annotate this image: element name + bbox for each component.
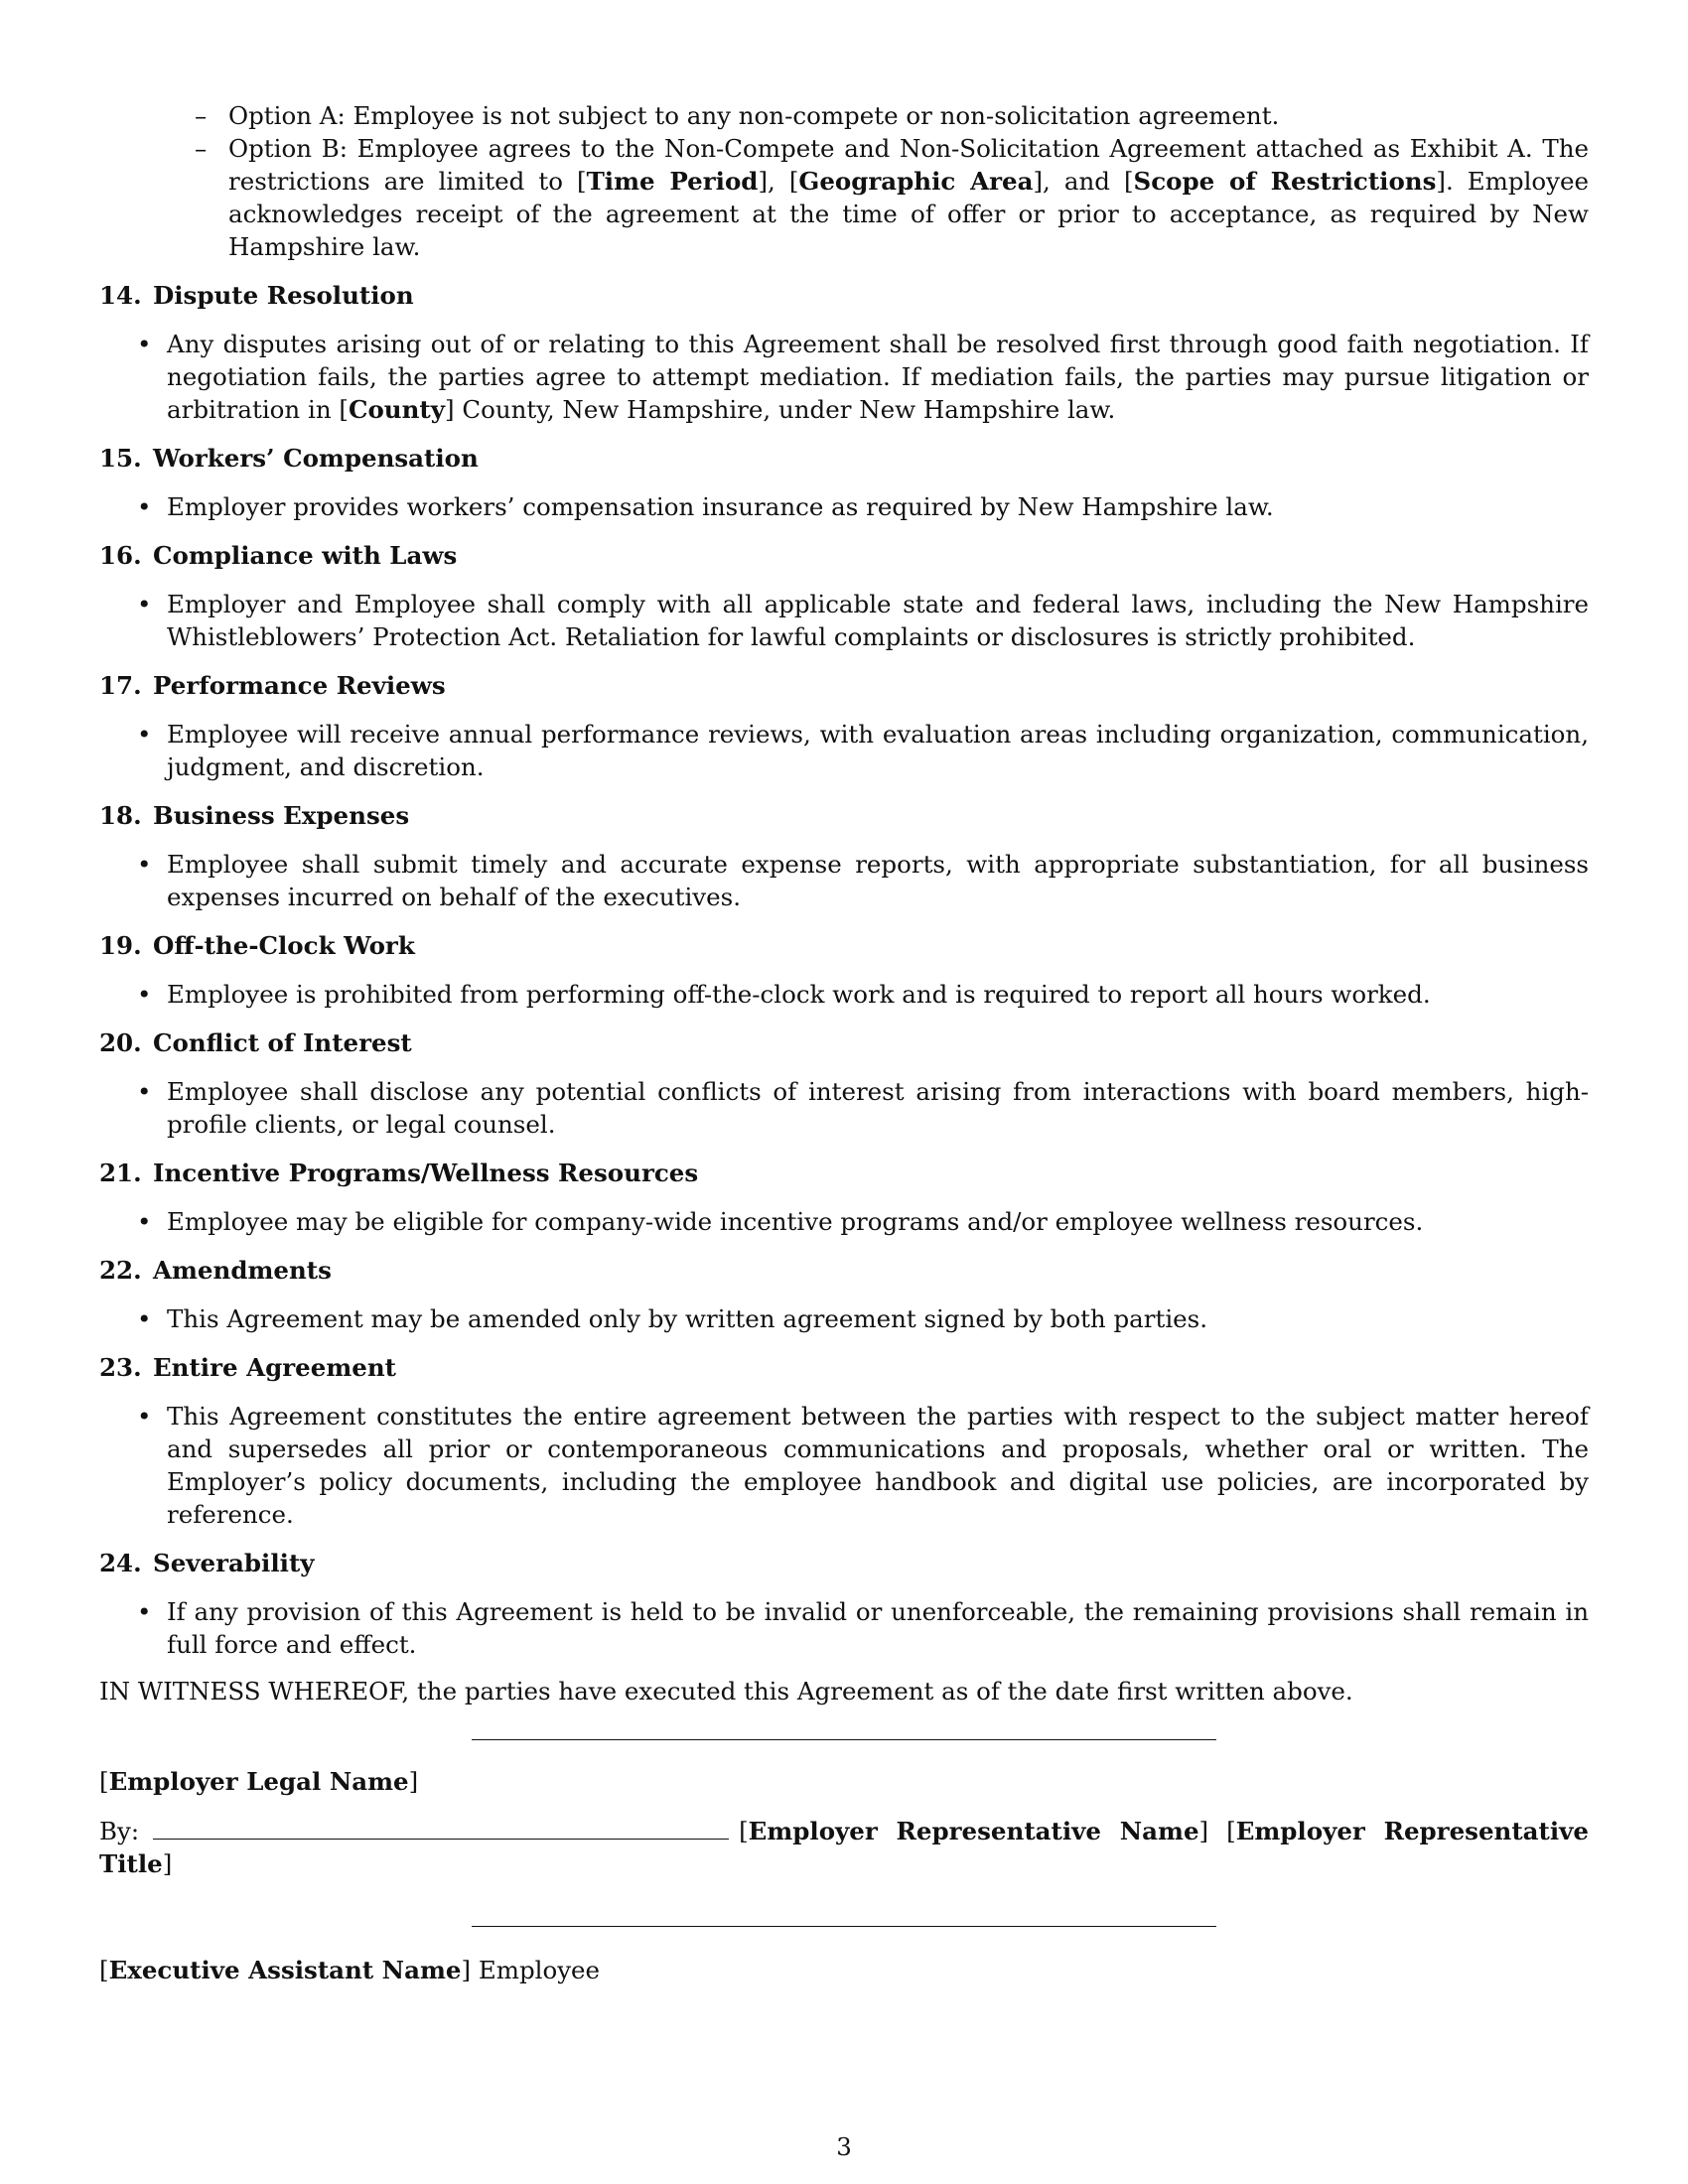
placeholder-rep-name: Employer Representative Name bbox=[748, 1817, 1199, 1845]
bullet-text: Any disputes arising out of or relating to this Agreement shall be resolved first through good faith negotiation. If negotiation fails, the parties agree to attempt mediation. If mediation fails, the parties may pursue litigation or arbitration in [ bbox=[167, 330, 1589, 424]
bullet-marker: • bbox=[137, 1597, 152, 1626]
employee-label: Employee bbox=[478, 1956, 601, 1984]
bullet-text: Employee is prohibited from performing off-the-clock work and is required to report all hours worked. bbox=[167, 980, 1431, 1009]
section-number: 22. bbox=[99, 1256, 142, 1285]
bullet-marker: • bbox=[137, 1402, 152, 1431]
bracket: [ bbox=[739, 1817, 749, 1845]
placeholder-assistant-name: Executive Assistant Name bbox=[108, 1956, 462, 1984]
bullet-text: Employer provides workers’ compensation insurance as required by New Hampshire law. bbox=[167, 492, 1274, 521]
bullet-text: Employee shall disclose any potential conflicts of interest arising from interactions with board members, high-profile clients, or legal counsel. bbox=[167, 1077, 1589, 1139]
bracket: ] bbox=[461, 1956, 472, 1984]
bullet-marker: • bbox=[137, 1077, 152, 1106]
section-heading-16 bbox=[99, 539, 1589, 572]
bullet-marker: • bbox=[137, 492, 152, 521]
bullet-text: This Agreement may be amended only by written agreement signed by both parties. bbox=[167, 1304, 1208, 1333]
section-bullet-17 bbox=[99, 718, 1589, 783]
option-b-text: ], [ bbox=[758, 167, 799, 196]
bracket: [ bbox=[99, 1956, 109, 1984]
section-number: 17. bbox=[99, 671, 142, 700]
placeholder-employer-legal-name: Employer Legal Name bbox=[108, 1767, 409, 1796]
bracket: [ bbox=[1226, 1817, 1236, 1845]
bullet-marker: • bbox=[137, 1207, 152, 1236]
section-title: Severability bbox=[153, 1549, 315, 1577]
page-number: 3 bbox=[836, 2132, 852, 2161]
section-bullet-20 bbox=[99, 1075, 1589, 1141]
placeholder-geographic-area: Geographic Area bbox=[798, 167, 1034, 196]
bracket: ] bbox=[162, 1849, 173, 1878]
section-bullet-23 bbox=[99, 1400, 1589, 1531]
section-number: 16. bbox=[99, 541, 142, 570]
employee-name-line bbox=[99, 1954, 600, 1986]
bracket: ] bbox=[1198, 1817, 1209, 1845]
bullet-marker: • bbox=[137, 850, 152, 879]
section-number: 15. bbox=[99, 444, 142, 473]
bullet-text: Employer and Employee shall comply with all applicable state and federal laws, including the New Hampshire Whistleblowers’ Protection Act. Retaliation for lawful complaints or disclosures is strictly prohibited. bbox=[167, 590, 1589, 651]
bullet-marker: • bbox=[137, 590, 152, 618]
section-heading-23 bbox=[99, 1351, 1589, 1384]
bracket: [ bbox=[99, 1767, 109, 1796]
section-title: Business Expenses bbox=[153, 801, 410, 830]
by-line bbox=[99, 1815, 1589, 1880]
dash-marker: – bbox=[195, 101, 208, 130]
bullet-text: If any provision of this Agreement is held to be invalid or unenforceable, the remaining provisions shall remain in full force and effect. bbox=[167, 1597, 1589, 1659]
section-heading-14 bbox=[99, 279, 1589, 312]
section-number: 14. bbox=[99, 281, 142, 310]
section-number: 18. bbox=[99, 801, 142, 830]
section-title: Conflict of Interest bbox=[153, 1028, 412, 1057]
section-heading-22 bbox=[99, 1254, 1589, 1287]
section-title: Incentive Programs/Wellness Resources bbox=[153, 1159, 699, 1187]
option-b-text: ], and [ bbox=[1033, 167, 1134, 196]
bullet-text: ] County, New Hampshire, under New Hampshire law. bbox=[445, 395, 1116, 424]
by-label: By: bbox=[99, 1817, 140, 1845]
section-heading-20 bbox=[99, 1026, 1589, 1059]
section-number: 20. bbox=[99, 1028, 142, 1057]
section-title: Dispute Resolution bbox=[153, 281, 414, 310]
bullet-text: This Agreement constitutes the entire agreement between the parties with respect to the subject matter hereof and supersedes all prior or contemporaneous communications and proposals, whether oral or written. The Employer’s policy documents, including the employee handbook and digital use policies, are incorporated by reference. bbox=[167, 1402, 1589, 1529]
bullet-text: Employee shall submit timely and accurate expense reports, with appropriate substantiation, for all business expenses incurred on behalf of the executives. bbox=[167, 850, 1589, 911]
section-bullet-15 bbox=[99, 490, 1589, 523]
bullet-marker: • bbox=[137, 720, 152, 749]
section-bullet-14 bbox=[99, 328, 1589, 426]
bullet-marker: • bbox=[137, 1304, 152, 1333]
section-title: Compliance with Laws bbox=[153, 541, 458, 570]
section-number: 19. bbox=[99, 931, 142, 960]
employer-signature-line[interactable] bbox=[472, 1739, 1216, 1740]
section-bullet-22 bbox=[99, 1302, 1589, 1335]
section-heading-21 bbox=[99, 1157, 1589, 1189]
section-bullet-18 bbox=[99, 848, 1589, 913]
section-heading-24 bbox=[99, 1547, 1589, 1579]
placeholder-time-period: Time Period bbox=[586, 167, 759, 196]
section-bullet-16 bbox=[99, 588, 1589, 653]
option-b-text: ]. Employee acknowledges receipt of the agreement at the time of offer or prior to acceptance, as required by New Hampshire law. bbox=[228, 167, 1590, 261]
by-signature-blank[interactable] bbox=[153, 1819, 729, 1840]
option-b-text: Option B: Employee agrees to the Non-Compete and Non-Solicitation Agreement attached as Exhibit A. The restrictions are limited to [ bbox=[228, 134, 1589, 196]
section-number: 24. bbox=[99, 1549, 142, 1577]
document-page bbox=[99, 99, 1589, 1707]
section-bullet-19 bbox=[99, 978, 1589, 1011]
section-number: 23. bbox=[99, 1353, 142, 1382]
section-title: Workers’ Compensation bbox=[153, 444, 479, 473]
section-number: 21. bbox=[99, 1159, 142, 1187]
bracket: ] bbox=[408, 1767, 419, 1796]
employer-legal-name-line bbox=[99, 1765, 418, 1798]
placeholder-rep-title: Employer Representative Title bbox=[99, 1817, 1589, 1878]
section-title: Entire Agreement bbox=[153, 1353, 396, 1382]
bullet-text: Employee will receive annual performance reviews, with evaluation areas including organization, communication, judgment, and discretion. bbox=[167, 720, 1589, 781]
section-title: Amendments bbox=[153, 1256, 332, 1285]
section-heading-15 bbox=[99, 442, 1589, 475]
bullet-text: Employee may be eligible for company-wide incentive programs and/or employee wellness resources. bbox=[167, 1207, 1424, 1236]
option-a bbox=[99, 99, 1589, 132]
option-b bbox=[99, 132, 1589, 263]
placeholder-county: County bbox=[348, 395, 445, 424]
placeholder-scope: Scope of Restrictions bbox=[1133, 167, 1437, 196]
section-bullet-24 bbox=[99, 1595, 1589, 1661]
bullet-marker: • bbox=[137, 330, 152, 358]
section-title: Off-the-Clock Work bbox=[153, 931, 415, 960]
witness-clause: IN WITNESS WHEREOF, the parties have executed this Agreement as of the date first written above. bbox=[99, 1677, 1353, 1706]
option-a-text: Option A: Employee is not subject to any non-compete or non-solicitation agreement. bbox=[228, 101, 1280, 130]
employee-signature-line[interactable] bbox=[472, 1926, 1216, 1927]
dash-marker: – bbox=[195, 134, 208, 163]
section-heading-19 bbox=[99, 929, 1589, 962]
bullet-marker: • bbox=[137, 980, 152, 1009]
section-heading-18 bbox=[99, 799, 1589, 832]
section-heading-17 bbox=[99, 669, 1589, 702]
section-title: Performance Reviews bbox=[153, 671, 446, 700]
section-bullet-21 bbox=[99, 1205, 1589, 1238]
